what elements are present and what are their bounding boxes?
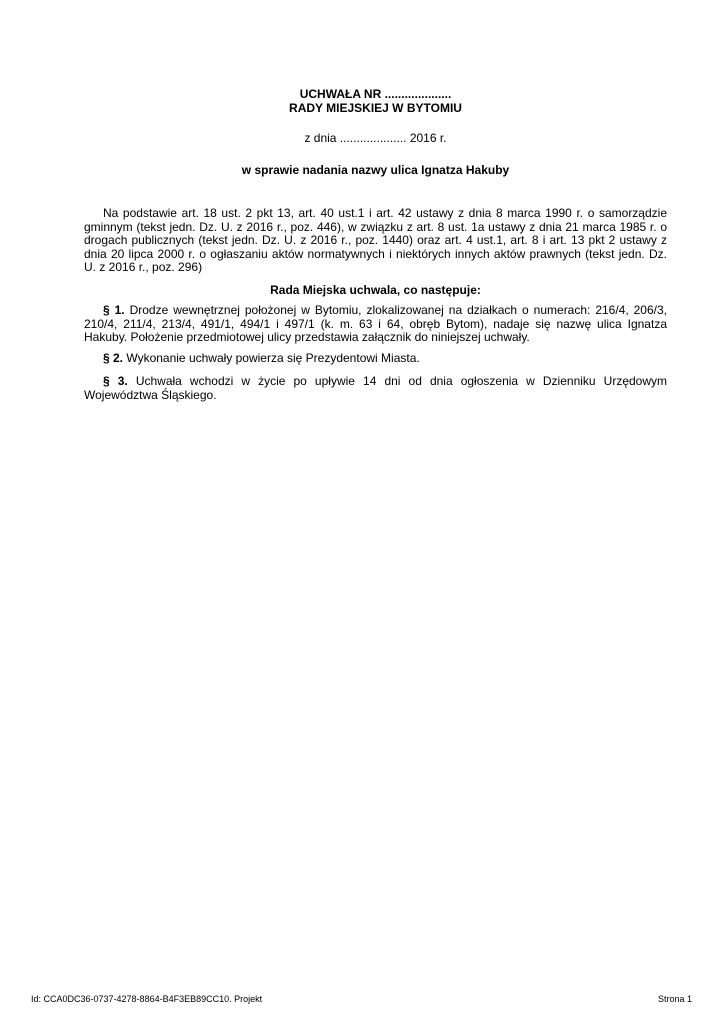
footer-document-id: Id: CCA0DC36-0737-4278-8864-B4F3EB89CC10. Projekt [31,994,263,1004]
resolution-subject: w sprawie nadania nazwy ulica Ignatza Hakuby [241,163,510,177]
resolution-number-heading: UCHWAŁA NR .................... [299,87,452,101]
section-2-text: Wykonanie uchwały powierza się Prezydentowi Miasta. [123,351,420,365]
section-1-text: Drodze wewnętrznej położonej w Bytomiu, zlokalizowanej na działkach o numerach: 216/4, 206/3, 210/4, 211/4, 213/4, 491/1, 494/1 i 497/1 (k. m. 63 i 64, obręb Bytom), nadaje się nazwę ulica Ignatza Hakuby. Położenie przedmiotowej ulicy przedstawia załącznik do niniejszej uchwały. [84,303,667,344]
resolution-date: z dnia .................... 2016 r. [304,131,447,145]
section-3-label: § 3. [103,374,128,388]
section-1-label: § 1. [103,303,125,317]
section-1-paragraph [84,304,667,345]
footer-page-number: Strona 1 [657,994,692,1004]
council-name-heading: RADY MIEJSKIEJ W BYTOMIU [289,101,462,115]
council-resolves-heading: Rada Miejska uchwala, co następuje: [270,283,481,297]
section-3-paragraph [84,375,667,402]
legal-basis-paragraph: Na podstawie art. 18 ust. 2 pkt 13, art. 40 ust.1 i art. 42 ustawy z dnia 8 marca 1990 r. o samorządzie gminnym (tekst jedn. Dz. U. z 2016 r., poz. 446), w związku z art. 8 ust. 1a ustawy z dnia 21 marca 1985 r. o drogach publicznych (tekst jedn. Dz. U. z 2016 r., poz. 1440) oraz art. 4 ust.1, art. 8 i art. 13 pkt 2 ustawy z dnia 20 lipca 2000 r. o ogłaszaniu aktów normatywnych i niektórych innych aktów prawnych (tekst jedn. Dz. U. z 2016 r., poz. 296) [84,206,667,274]
section-2-label: § 2. [103,351,124,365]
section-2-paragraph [84,352,667,366]
section-3-text: Uchwała wchodzi w życie po upływie 14 dni od dnia ogłoszenia w Dzienniku Urzędowym Województwa Śląskiego. [84,374,668,402]
